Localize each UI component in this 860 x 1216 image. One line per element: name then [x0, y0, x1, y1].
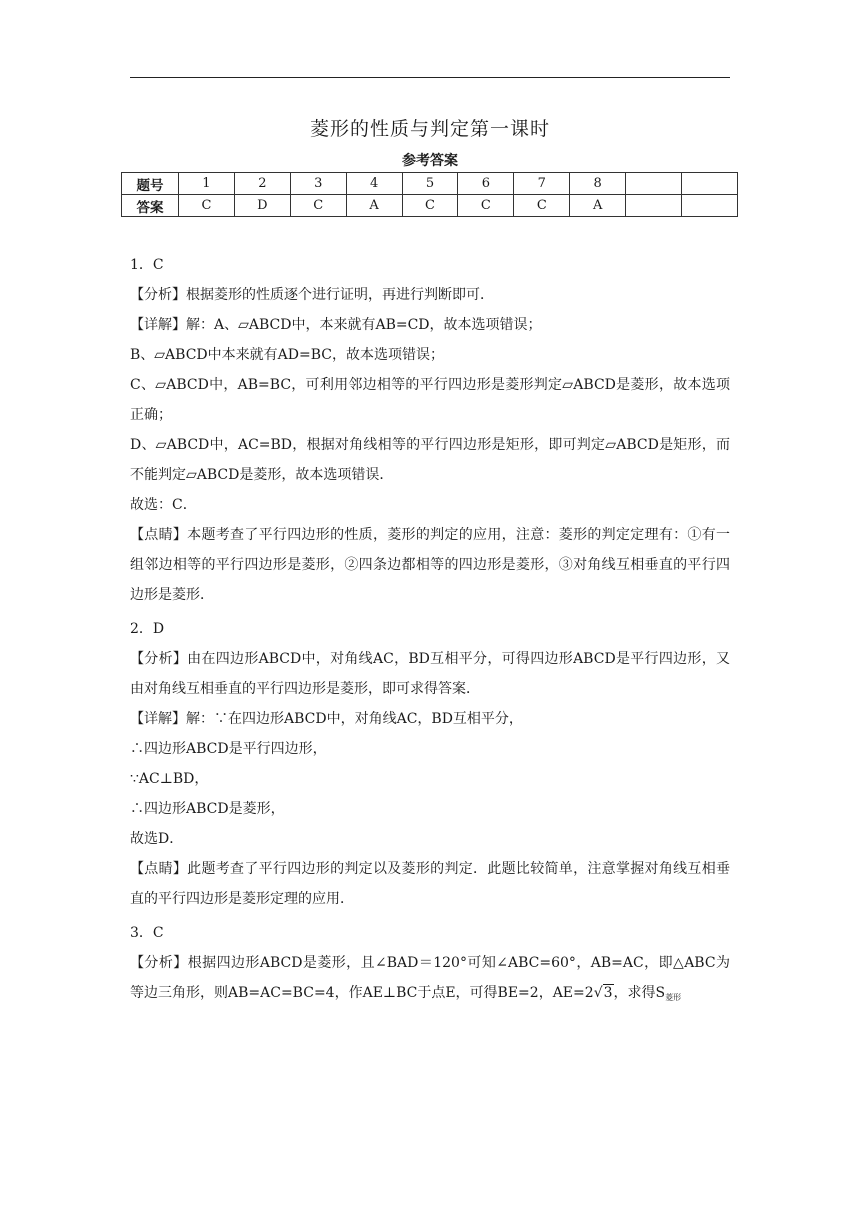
table-row-numbers	[122, 173, 738, 195]
question-number: 6	[458, 173, 514, 195]
question-number	[626, 173, 682, 195]
question-2-answer: 2．D	[130, 621, 165, 637]
detail-paragraph: D、▱ABCD中，AC=BD，根据对角线相等的平行四边形是矩形，即可判定▱ABCD是矩形，而不能判定▱ABCD是菱形，故本选项错误．	[130, 437, 730, 483]
comment-paragraph: 【点睛】本题考查了平行四边形的性质，菱形的判定的应用，注意：菱形的判定定理有：①有一组邻边相等的平行四边形是菱形，②四条边都相等的四边形是菱形，③对角线互相垂直的平行四边形是菱形．	[130, 527, 730, 603]
answer-cell: C	[290, 195, 346, 217]
detail-paragraph: ∵AC⊥BD，	[130, 771, 209, 787]
detail-paragraph: ∴四边形ABCD是平行四边形，	[130, 741, 327, 757]
answer-key-heading: 参考答案	[402, 153, 458, 169]
question-number: 1	[179, 173, 235, 195]
header-rule	[130, 77, 730, 78]
row-header-answer: 答案	[122, 195, 179, 217]
question-1-answer: 1．C	[130, 257, 164, 273]
analysis-paragraph: 【分析】根据菱形的性质逐个进行证明，再进行判断即可．	[130, 287, 494, 303]
answer-cell: C	[514, 195, 570, 217]
page-title: 菱形的性质与判定第一课时	[309, 118, 550, 140]
question-number: 3	[290, 173, 346, 195]
comment-paragraph: 【点睛】此题考查了平行四边形的判定以及菱形的判定．此题比较简单，注意掌握对角线互相垂直的平行四边形是菱形定理的应用．	[130, 861, 730, 907]
answer-cell: A	[570, 195, 626, 217]
analysis-paragraph: 【分析】由在四边形ABCD中，对角线AC，BD互相平分，可得四边形ABCD是平行四边形，又由对角线互相垂直的平行四边形是菱形，即可求得答案．	[130, 651, 730, 697]
answer-cell: C	[458, 195, 514, 217]
detail-paragraph: B、▱ABCD中本来就有AD=BC，故本选项错误；	[130, 347, 444, 363]
answer-table	[121, 172, 738, 217]
question-number: 5	[402, 173, 458, 195]
table-row-answers	[122, 195, 738, 217]
detail-paragraph: 【详解】解：A、▱ABCD中，本来就有AB=CD，故本选项错误；	[130, 317, 542, 333]
answer-cell: C	[179, 195, 235, 217]
question-number: 4	[346, 173, 402, 195]
answer-cell: C	[402, 195, 458, 217]
detail-paragraph: 【详解】解：∵在四边形ABCD中，对角线AC，BD互相平分，	[130, 711, 523, 727]
radicand: 3	[603, 985, 613, 1001]
question-number	[682, 173, 738, 195]
solution-body	[130, 246, 730, 1013]
answer-cell	[626, 195, 682, 217]
detail-paragraph: C、▱ABCD中，AB=BC，可利用邻边相等的平行四边形是菱形判定▱ABCD是菱形，故本选项正确；	[130, 377, 730, 423]
question-number: 2	[234, 173, 290, 195]
row-header-question: 题号	[122, 173, 179, 195]
answer-cell: D	[234, 195, 290, 217]
answer-cell: A	[346, 195, 402, 217]
area-subscript: 菱形	[665, 993, 682, 1002]
sqrt-expression: √3	[593, 985, 613, 1001]
answer-cell	[682, 195, 738, 217]
question-number: 7	[514, 173, 570, 195]
analysis-paragraph	[130, 948, 730, 1013]
conclusion-line: 故选：C．	[130, 497, 197, 513]
detail-paragraph: ∴四边形ABCD是菱形，	[130, 801, 285, 817]
analysis-text: 【分析】根据四边形ABCD是菱形，且∠BAD＝120°可知∠ABC=60°，AB=AC，即△ABC为等边三角形，则AB=AC=BC=4，作AE⊥BC于点E，可得BE=2，AE=	[130, 955, 730, 1001]
coefficient: 2	[584, 985, 594, 1001]
question-number: 8	[570, 173, 626, 195]
analysis-text-tail: ，求得S	[613, 985, 666, 1001]
conclusion-line: 故选D．	[130, 831, 184, 847]
question-3-answer: 3．C	[130, 925, 164, 941]
